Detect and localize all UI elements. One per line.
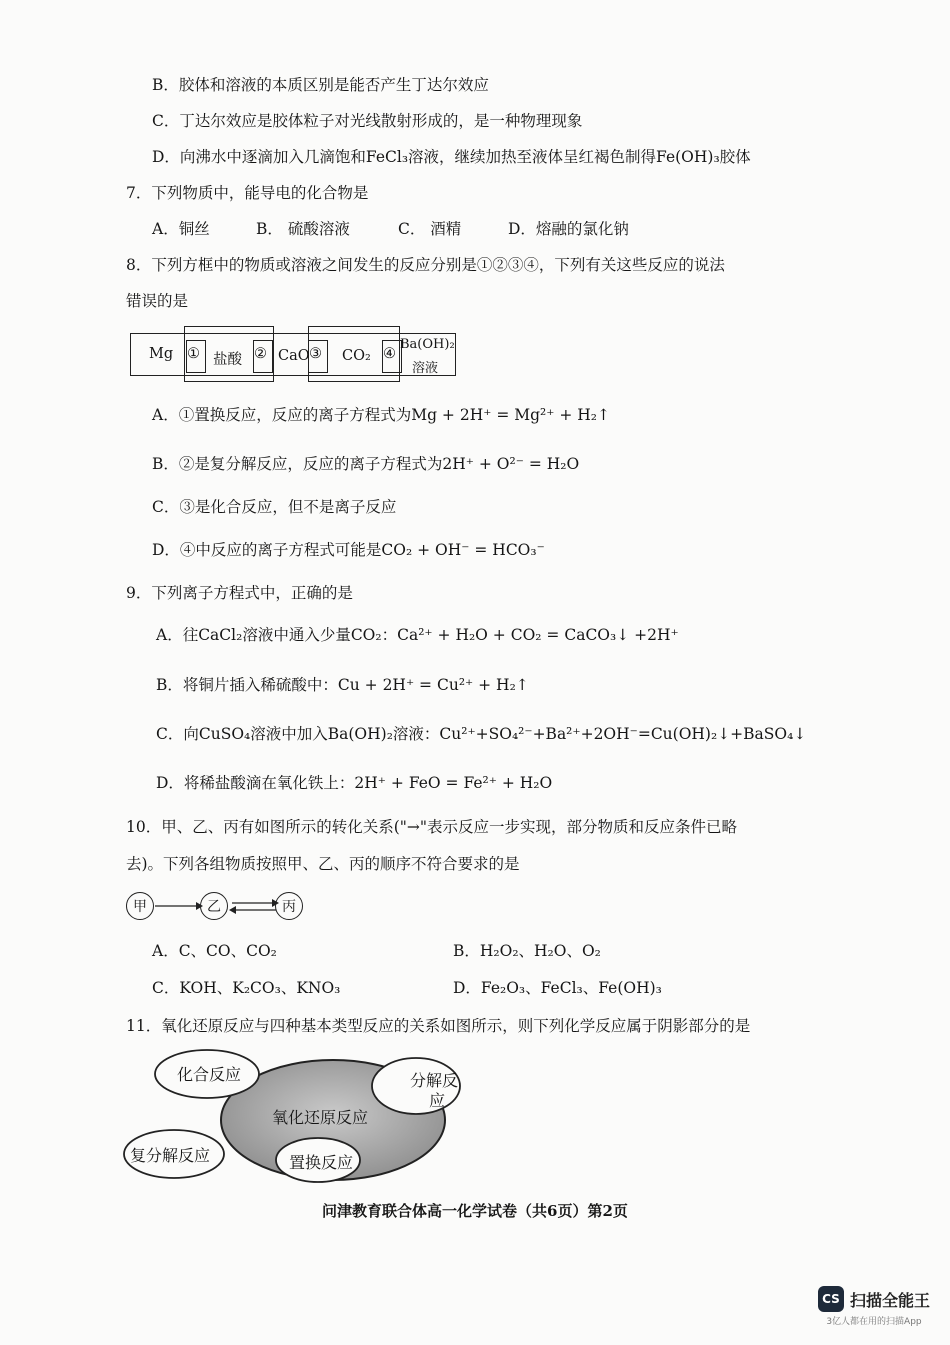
scanner-watermark xyxy=(818,1286,930,1327)
q8-option-b: B．②是复分解反应，反应的离子方程式为2H⁺ + O²⁻ = H₂O xyxy=(152,455,580,473)
q9-option-b: B．将铜片插入稀硫酸中：Cu + 2H⁺ = Cu²⁺ + H₂↑ xyxy=(156,676,529,694)
single-displacement-label: 置换反应 xyxy=(289,1153,354,1172)
node-bing: 丙 xyxy=(275,892,303,920)
q10-option-b: B．H₂O₂、H₂O、O₂ xyxy=(453,942,601,960)
watermark-app-name: 扫描全能王 xyxy=(849,1290,930,1310)
watermark-tagline: 3亿人都在用的扫描App xyxy=(826,1317,922,1327)
q10-stem-line1: 10．甲、乙、丙有如图所示的转化关系("→"表示反应一步实现，部分物质和反应条件已略 xyxy=(126,818,738,836)
q9-option-c: C．向CuSO₄溶液中加入Ba(OH)₂溶液：Cu²⁺+SO₄²⁻+Ba²⁺+2OH⁻=Cu(OH)₂↓+BaSO₄↓ xyxy=(156,725,807,743)
q9-option-a: A．往CaCl₂溶液中通入少量CO₂：Ca²⁺ + H₂O + CO₂ = CaCO₃↓ +2H⁺ xyxy=(156,626,679,644)
redox-reaction-label: 氧化还原反应 xyxy=(272,1108,369,1127)
q7-option-d: D．熔融的氯化钠 xyxy=(508,220,629,238)
baoh2-label: Ba(OH)₂ xyxy=(400,337,455,352)
double-displacement-label: 复分解反应 xyxy=(130,1146,211,1165)
hcl-label: 盐酸 xyxy=(213,352,242,368)
reaction-1-label: ① xyxy=(187,346,200,362)
page-footer: 问津教育联合体高一化学试卷（共6页）第2页 xyxy=(322,1202,628,1220)
combination-reaction-label: 化合反应 xyxy=(177,1065,242,1084)
decomposition-reaction-label-2: 应 xyxy=(429,1091,446,1110)
q7-option-c: C． 酒精 xyxy=(398,220,462,238)
q7-option-b: B． 硫酸溶液 xyxy=(256,220,350,238)
cs-logo-icon: CS xyxy=(818,1286,844,1312)
q8-option-a: A．①置换反应，反应的离子方程式为Mg + 2H⁺ = Mg²⁺ + H₂↑ xyxy=(152,406,610,424)
q10-arrows xyxy=(150,895,280,919)
q10-option-c: C．KOH、K₂CO₃、KNO₃ xyxy=(152,979,341,997)
q6-option-d: D．向沸水中逐滴加入几滴饱和FeCl₃溶液，继续加热至液体呈红褐色制得Fe(OH)₃胶体 xyxy=(152,148,751,166)
q6-option-b: B．胶体和溶液的本质区别是能否产生丁达尔效应 xyxy=(152,76,489,94)
reaction-4-label: ④ xyxy=(383,346,396,362)
node-yi: 乙 xyxy=(200,892,228,920)
q8-stem-line1: 8．下列方框中的物质或溶液之间发生的反应分别是①②③④，下列有关这些反应的说法 xyxy=(126,256,725,274)
q7-option-a: A．铜丝 xyxy=(152,220,210,238)
q10-stem-line2: 去)。下列各组物质按照甲、乙、丙的顺序不符合要求的是 xyxy=(126,855,520,873)
mg-label: Mg xyxy=(149,346,174,362)
q10-option-a: A．C、CO、CO₂ xyxy=(152,942,277,960)
node-jia: 甲 xyxy=(126,892,154,920)
q10-option-d: D．Fe₂O₃、FeCl₃、Fe(OH)₃ xyxy=(453,979,662,997)
co2-label: CO₂ xyxy=(342,348,371,364)
q9-stem: 9．下列离子方程式中，正确的是 xyxy=(126,584,353,602)
reaction-3-label: ③ xyxy=(309,346,322,362)
decomposition-reaction-label: 分解反 xyxy=(410,1071,459,1090)
baoh2-solution-label: 溶液 xyxy=(412,361,439,376)
q11-stem: 11．氧化还原反应与四种基本类型反应的关系如图所示，则下列化学反应属于阴影部分的是 xyxy=(126,1017,751,1035)
q8-option-d: D．④中反应的离子方程式可能是CO₂ + OH⁻ = HCO₃⁻ xyxy=(152,541,545,559)
q6-option-c: C．丁达尔效应是胶体粒子对光线散射形成的，是一种物理现象 xyxy=(152,112,583,130)
reaction-2-label: ② xyxy=(254,346,267,362)
q9-option-d: D．将稀盐酸滴在氧化铁上：2H⁺ + FeO = Fe²⁺ + H₂O xyxy=(156,774,553,792)
q8-option-c: C．③是化合反应，但不是离子反应 xyxy=(152,498,397,516)
cao-label: CaO xyxy=(278,348,310,364)
q8-stem-line2: 错误的是 xyxy=(126,292,189,310)
q7-stem: 7．下列物质中，能导电的化合物是 xyxy=(126,184,369,202)
